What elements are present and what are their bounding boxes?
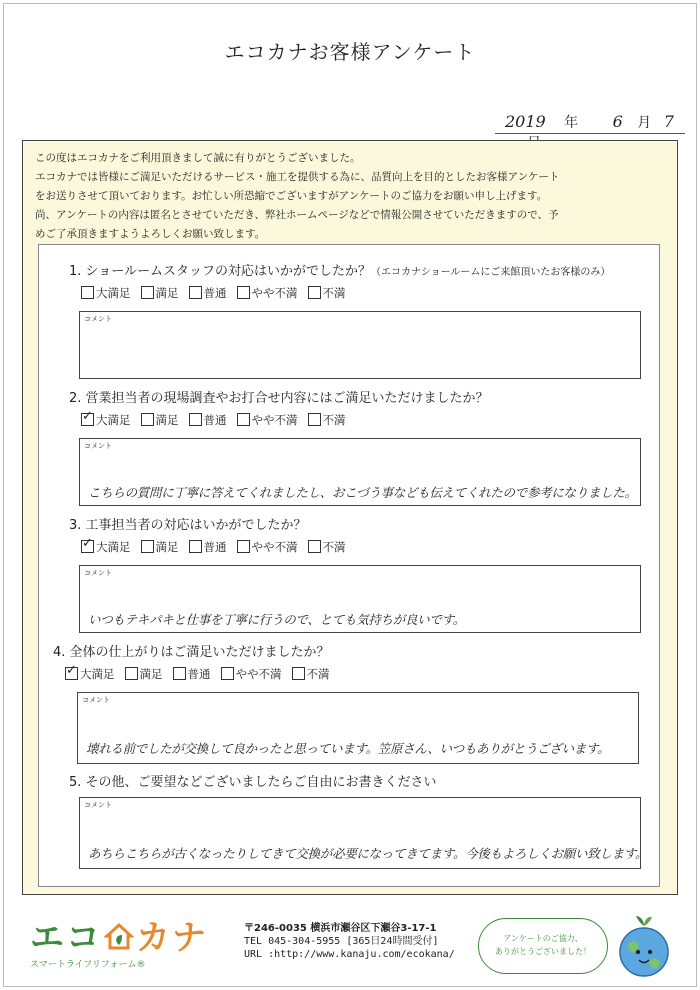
company-address bbox=[244, 922, 455, 961]
rating-option-label: やや不満 bbox=[251, 286, 298, 300]
checkbox[interactable] bbox=[189, 286, 202, 299]
rating-option[interactable] bbox=[65, 666, 115, 682]
rating-option[interactable] bbox=[141, 412, 179, 428]
rating-option[interactable] bbox=[81, 412, 131, 428]
rating-option[interactable] bbox=[308, 285, 346, 301]
checkbox[interactable] bbox=[173, 667, 186, 680]
address-line: 〒246-0035 横浜市瀬谷区下瀬谷3-17-1 bbox=[244, 923, 437, 934]
checkbox[interactable] bbox=[221, 667, 234, 680]
rating-options bbox=[81, 539, 356, 555]
intro-line: この度はエコカナをご利用頂きまして誠に有りがとうございました。 bbox=[35, 152, 361, 164]
rating-option-label: 普通 bbox=[203, 540, 227, 554]
questions-panel bbox=[38, 244, 660, 887]
rating-option[interactable] bbox=[237, 539, 298, 555]
question-title: 1. ショールームスタッフの対応はいかがでしたか？（エコカナショールームにご来館頂いたお客様のみ） bbox=[69, 264, 611, 279]
rating-option-label: 大満足 bbox=[96, 540, 131, 554]
date-underline bbox=[495, 133, 685, 134]
comment-box[interactable] bbox=[79, 311, 641, 379]
comment-box[interactable] bbox=[79, 565, 641, 633]
rating-option[interactable] bbox=[81, 539, 131, 555]
rating-option-label: 普通 bbox=[203, 286, 227, 300]
date-month: 6 bbox=[612, 112, 623, 131]
rating-option-label: やや不満 bbox=[235, 667, 282, 681]
rating-option[interactable] bbox=[189, 285, 227, 301]
rating-options bbox=[81, 285, 356, 301]
checkbox[interactable] bbox=[237, 413, 250, 426]
checkbox[interactable] bbox=[189, 540, 202, 553]
question-title: 3. 工事担当者の対応はいかがでしたか？ bbox=[69, 518, 307, 533]
footer bbox=[0, 900, 700, 985]
checkbox[interactable] bbox=[189, 413, 202, 426]
date-month-unit: 月 bbox=[637, 115, 652, 131]
rating-option-label: 不満 bbox=[322, 540, 346, 554]
rating-option-label: 大満足 bbox=[80, 667, 115, 681]
question-title: 4. 全体の仕上がりはご満足いただけましたか？ bbox=[53, 645, 330, 660]
rating-options bbox=[81, 412, 356, 428]
rating-option[interactable] bbox=[81, 285, 131, 301]
rating-option-label: 大満足 bbox=[96, 286, 131, 300]
intro-text bbox=[35, 149, 665, 244]
rating-option[interactable] bbox=[189, 539, 227, 555]
checkbox[interactable] bbox=[237, 286, 250, 299]
question-note: （エコカナショールームにご来館頂いたお客様のみ） bbox=[371, 267, 611, 278]
comment-box[interactable] bbox=[79, 797, 648, 869]
rating-option-label: 満足 bbox=[155, 413, 179, 427]
thanks-bubble: アンケートのご協力、 ありがとうございました！ bbox=[478, 918, 608, 974]
checkbox[interactable] bbox=[141, 413, 154, 426]
checkbox[interactable] bbox=[308, 413, 321, 426]
intro-line: エコカナでは皆様にご満足いただけるサービス・施工を提供する為に、品質向上を目的としたお客様アンケート bbox=[35, 171, 560, 183]
survey-form bbox=[22, 140, 678, 895]
rating-option-label: 不満 bbox=[322, 286, 346, 300]
rating-option-label: 不満 bbox=[306, 667, 330, 681]
comment-text: いつもテキパキと仕事を丁寧に行うので、とても気持ちが良いです。 bbox=[88, 612, 465, 627]
comment-text: 壊れる前でしたが交換して良かったと思っています。笠原さん、いつもありがとうございます。 bbox=[86, 741, 610, 756]
comment-text: あちらこちらが古くなったりしてきて交換が必要になってきてます。今後もよろしくお願い致します。 bbox=[88, 846, 648, 861]
ecokana-logo: エコ カナ スマートライフリフォーム® bbox=[30, 918, 208, 970]
comment-label: コメント bbox=[82, 696, 110, 704]
rating-option[interactable] bbox=[292, 666, 330, 682]
comment-box[interactable] bbox=[79, 438, 641, 506]
question-title: 2. 営業担当者の現場調査やお打合せ内容にはご満足いただけましたか？ bbox=[69, 391, 489, 406]
question-title: 5. その他、ご要望などございましたらご自由にお書きください bbox=[69, 775, 437, 790]
date-year: 2019 bbox=[505, 112, 546, 131]
comment-label: コメント bbox=[84, 569, 112, 577]
rating-option[interactable] bbox=[308, 412, 346, 428]
logo-subtitle: スマートライフリフォーム® bbox=[30, 960, 146, 970]
checkbox[interactable] bbox=[81, 413, 94, 426]
comment-label: コメント bbox=[84, 315, 112, 323]
rating-option[interactable] bbox=[141, 539, 179, 555]
earth-mascot-icon bbox=[614, 912, 674, 982]
house-leaf-icon bbox=[104, 921, 134, 951]
rating-option[interactable] bbox=[237, 285, 298, 301]
intro-line: をお送りさせて頂いております。お忙しい所恐縮でございますがアンケートのご協力をお願い申し上げます。 bbox=[35, 190, 548, 202]
comment-box[interactable] bbox=[77, 692, 639, 764]
comment-label: コメント bbox=[84, 801, 112, 809]
rating-option-label: やや不満 bbox=[251, 540, 298, 554]
rating-option-label: 普通 bbox=[187, 667, 211, 681]
date-year-unit: 年 bbox=[564, 115, 579, 131]
checkbox[interactable] bbox=[81, 286, 94, 299]
url-line: URL :http://www.kanaju.com/ecokana/ bbox=[244, 949, 455, 960]
rating-option-label: 満足 bbox=[155, 540, 179, 554]
checkbox[interactable] bbox=[65, 667, 78, 680]
checkbox[interactable] bbox=[308, 286, 321, 299]
rating-option-label: 普通 bbox=[203, 413, 227, 427]
intro-line: 尚、アンケートの内容は匿名とさせていただき、弊社ホームページなどで情報公開させていただきますので、予 bbox=[35, 209, 559, 221]
intro-line: めご了承頂きますようよろしくお願い致します。 bbox=[35, 228, 266, 240]
rating-option-label: 大満足 bbox=[96, 413, 131, 427]
rating-option-label: やや不満 bbox=[251, 413, 298, 427]
phone-line: TEL 045-304-5955 [365日24時間受付] bbox=[244, 936, 439, 947]
rating-option[interactable] bbox=[308, 539, 346, 555]
checkbox[interactable] bbox=[292, 667, 305, 680]
date-day: 7 bbox=[663, 112, 674, 131]
comment-label: コメント bbox=[84, 442, 112, 450]
comment-text: こちらの質問に丁寧に答えてくれましたし、おこづう事なども伝えてくれたので参考になりました。 bbox=[88, 485, 637, 500]
rating-option[interactable] bbox=[237, 412, 298, 428]
rating-option[interactable] bbox=[141, 285, 179, 301]
checkbox[interactable] bbox=[141, 286, 154, 299]
rating-option[interactable] bbox=[189, 412, 227, 428]
rating-option-label: 満足 bbox=[139, 667, 163, 681]
rating-option-label: 不満 bbox=[322, 413, 346, 427]
rating-options bbox=[65, 666, 340, 682]
rating-option[interactable] bbox=[221, 666, 282, 682]
checkbox[interactable] bbox=[81, 540, 94, 553]
checkbox[interactable] bbox=[237, 540, 250, 553]
rating-option-label: 満足 bbox=[155, 286, 179, 300]
checkbox[interactable] bbox=[141, 540, 154, 553]
checkbox[interactable] bbox=[308, 540, 321, 553]
page-title: エコカナお客様アンケート bbox=[224, 40, 476, 64]
rating-option[interactable] bbox=[173, 666, 211, 682]
checkbox[interactable] bbox=[125, 667, 138, 680]
rating-option[interactable] bbox=[125, 666, 163, 682]
